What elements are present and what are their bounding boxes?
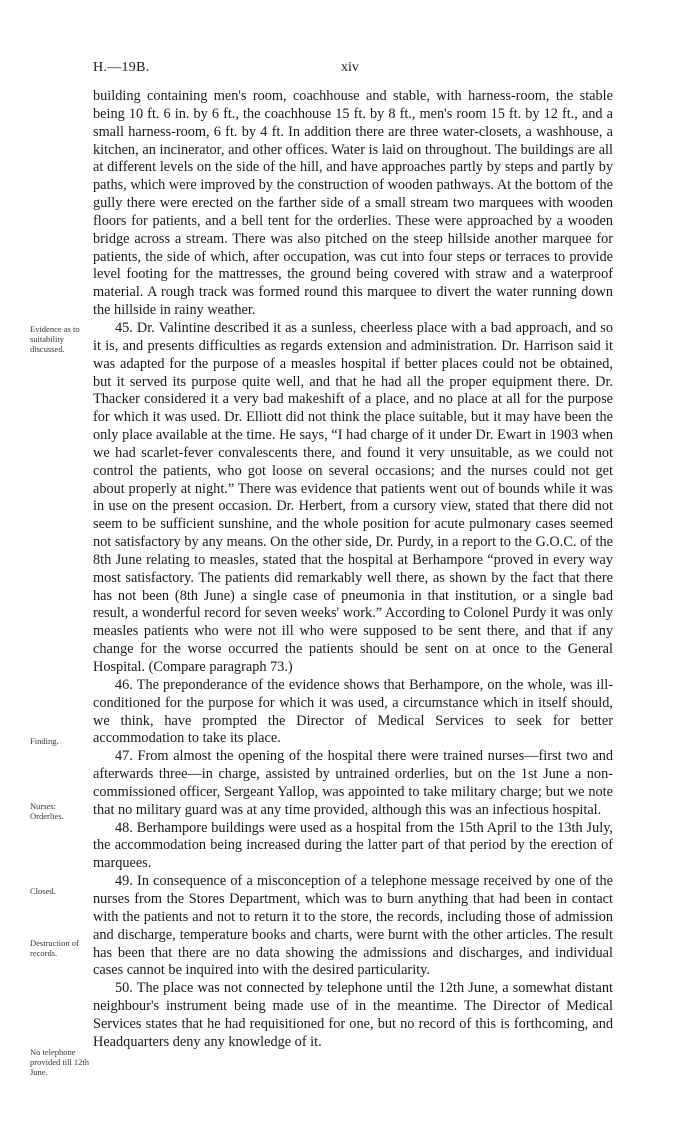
- margin-note-telephone: No telephone provided till 12th June.: [30, 1047, 90, 1077]
- paragraph-46: 46. The preponderance of the evidence shows that Berhampore, on the whole, was ill-conditioned for the purpose for which it was used, a circumstance which in itself should, we think, have prompted the Director of Medical Services to seek for better accommodation to take its place.: [93, 676, 613, 747]
- paragraph-continuation: building containing men's room, coachhouse and stable, with harness-room, the stable being 10 ft. 6 in. by 6 ft., the coachhouse 15 ft. by 8 ft., men's room 15 ft. by 12 ft., and a small harness-room, 6 ft. by 4 ft. In addition there are three water-closets, a washhouse, a kitchen, an incinerator, and other offices. Water is laid on throughout. The buildings are all at different levels on the side of the hill, and have approaches partly by steps and partly by paths, which were improved by the construction of wooden pathways. At the bottom of the gully there were erected on the farther side of a small stream two marquees with wooden floors for patients, and a bell tent for the orderlies. These were approached by a wooden bridge across a stream. There was also pitched on the steep hillside another marquee for patients, the side of which, after occupation, was cut into four steps or terraces to provide level footing for the mattresses, the ground being covered with straw and a waterproof material. A rough track was formed round this marquee to divert the water running down the hillside in rainy weather.: [93, 88, 613, 319]
- document-body: [93, 88, 613, 1052]
- margin-note-finding: Finding.: [30, 736, 59, 746]
- margin-note-destruction: Destruction of records.: [30, 938, 79, 958]
- page-reference: H.—19B.: [93, 60, 150, 75]
- paragraph-50: 50. The place was not connected by telephone until the 12th June, a somewhat distant neighbour's instrument being made use of in the meantime. The Director of Medical Services states that he had requisitioned for one, but no record of this is forthcoming, and Headquarters deny any knowledge of it.: [93, 980, 613, 1050]
- page-number: xiv: [341, 60, 359, 75]
- margin-note-nurses: Nurses: Orderlies.: [30, 801, 64, 821]
- paragraph-49: 49. In consequence of a misconception of a telephone message received by one of the nurses from the Stores Department, which was to burn anything that had been in contact with the patients and not to return it to the store, the records, including those of admission and discharge, temperature books and charts, were burnt with the other articles. The result has been that there are no data showing the admissions and discharges, and individual cases cannot be inquired into with the desired particularity.: [93, 873, 613, 979]
- paragraph-45: 45. Dr. Valintine described it as a sunless, cheerless place with a bad approach, and so it is, and presents difficulties as regards extension and administration. Dr. Harrison said it was adapted for the purpose of a measles hospital if better places could not be obtained, but it served its purpose quite well, and that he had all the proper equipment there. Dr. Thacker considered it a very bad makeshift of a place, and no place at all for the purpose for which it was used. Dr. Elliott did not think the place suitable, but it may have been the only place available at the time. He says, “I had charge of it under Dr. Ewart in 1903 when we had scarlet-fever convalescents there, and found it very unsuitable, as we could not control the patients, who got loose on several occasions; and the nurses could not get about properly at night.” There was evidence that patients went out of bounds while it was in use on the present occasion. Dr. Herbert, from a cursory view, stated that there did not seem to be sufficient sunshine, and the whole position for acute pulmonary cases seemed not satisfactory by any means. On the other side, Dr. Purdy, in a report to the G.O.C. of the 8th June relating to measles, stated that the hospital at Berhampore “proved in every way most satisfactory. The patients did remarkably well there, as shown by the fact that there has not been (8th June) a single case of pneumonia in that institution, or a single bad result, a wonderful record for seven weeks' work.” According to Colonel Purdy it was only measles patients who were not ill who were supposed to be sent there, and that if any change for the worse occurred the patients should be sent on at once to the General Hospital. (Compare paragraph 73.): [93, 319, 613, 675]
- margin-note-evidence: Evidence as to suitability discussed.: [30, 324, 80, 354]
- paragraph-48: 48. Berhampore buildings were used as a hospital from the 15th April to the 13th July, the accommodation being increased during the latter part of that period by the erection of marquees.: [93, 819, 613, 872]
- paragraph-47: 47. From almost the opening of the hospital there were trained nurses—first two and afterwards three—in charge, assisted by untrained orderlies, but on the 1st June a non-commissioned officer, Sergeant Yallop, was appointed to take military charge; but we note that no military guard was at any time provided, although this was an infectious hospital.: [93, 748, 613, 818]
- margin-note-closed: Closed.: [30, 886, 56, 896]
